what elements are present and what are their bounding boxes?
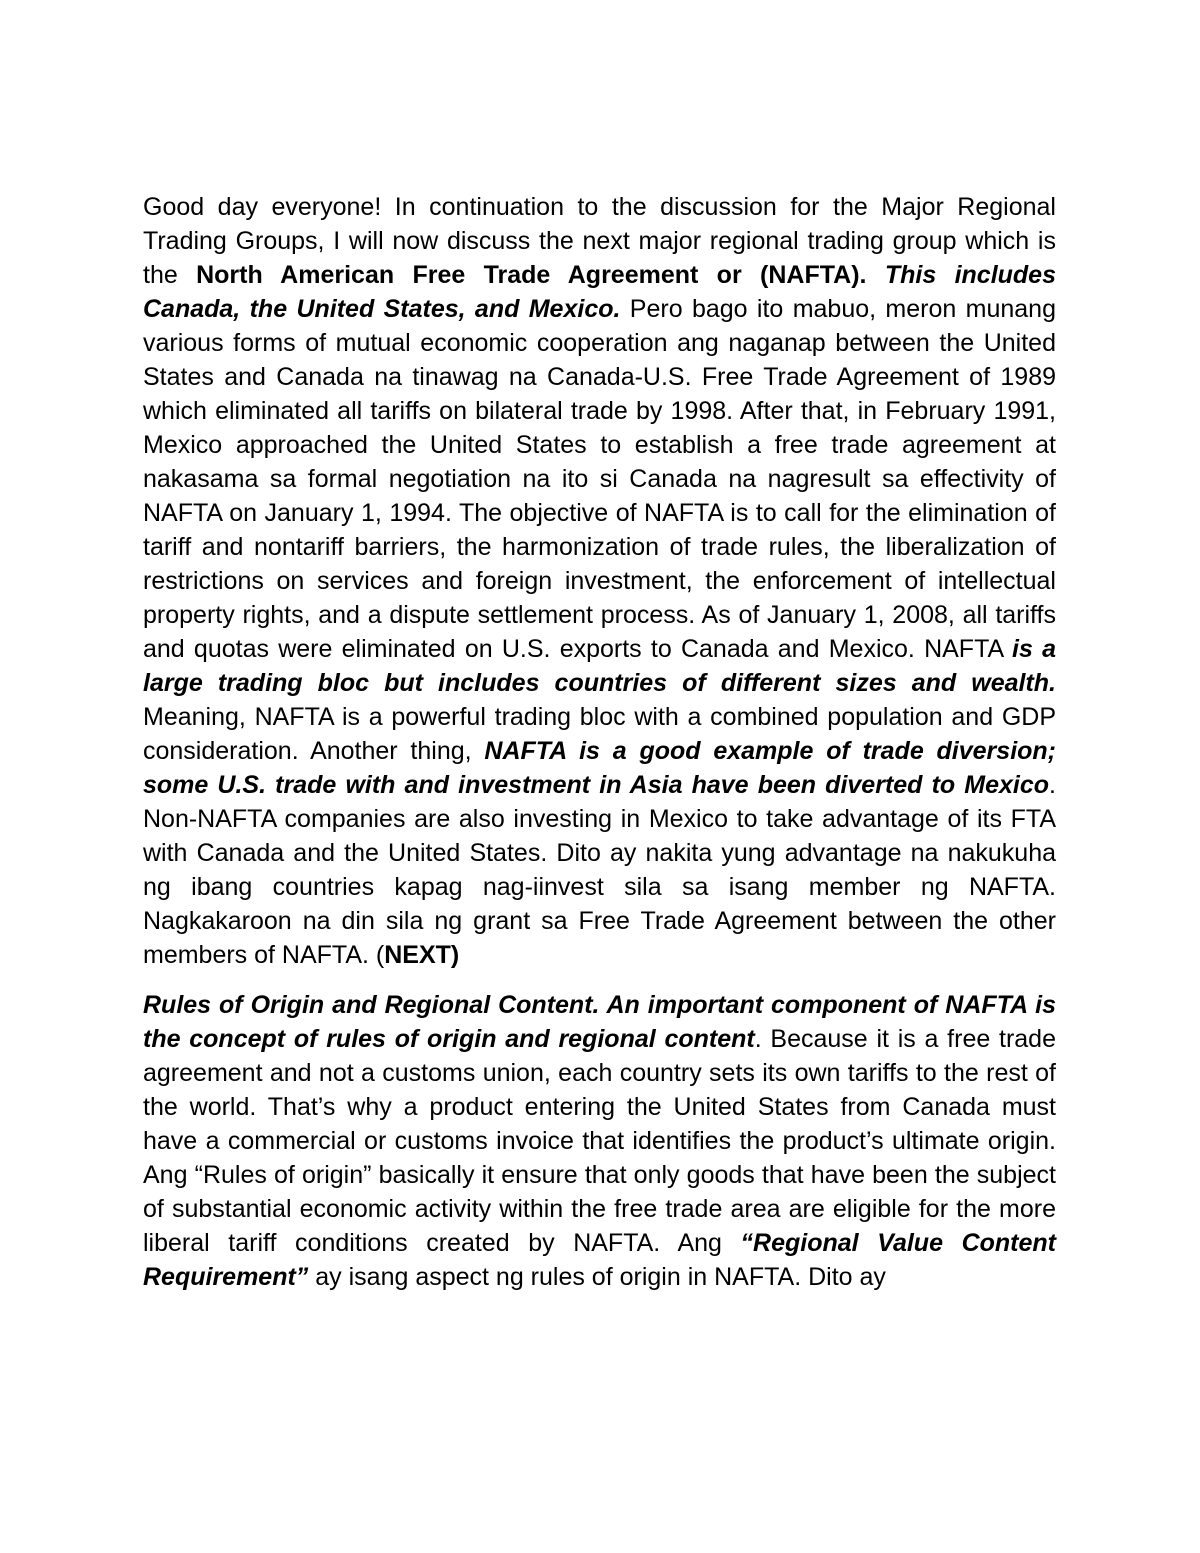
paragraph-rules-of-origin (143, 988, 1056, 1294)
paragraph-nafta-overview (143, 190, 1056, 972)
text-run-bold: NEXT) (384, 941, 460, 969)
text-run: ay isang aspect ng rules of origin in NAFTA. Dito ay (308, 1263, 886, 1291)
document-body (143, 190, 1056, 1294)
text-run: . Because it is a free trade agreement and not a customs union, each country sets its own tariffs to the rest of the world. That’s why a product entering the United States from Canada must have a commercial or customs invoice that identifies the product’s ultimate origin. Ang “Rules of origin” basically it ensure that only goods that have been the subject of substantial economic activity within the free trade area are eligible for the more liberal tariff conditions created by NAFTA. Ang (143, 1025, 1056, 1257)
text-run: Meaning, NAFTA is a powerful trading bloc with a combined population and GDP consideration. Another thing, (143, 703, 1056, 765)
text-run-bold-italic: Rules of Origin and Regional Content. An important component of NAFTA is the concept of rules of origin and regional content (143, 991, 1056, 1053)
text-run-bold-italic: NAFTA is a good example of trade diversion; some U.S. trade with and investment in Asia have been diverted to Mexico (143, 737, 1057, 799)
text-run: Good day everyone! In continuation to the discussion for the Major Regional Trading Groups, I will now discuss the next major regional trading group which is the (143, 193, 1056, 289)
text-run: . Non-NAFTA companies are also investing in Mexico to take advantage of its FTA with Canada and the United States. Dito ay nakita yung advantage na nakukuha ng ibang countries kapag nag-iinvest sila sa isang member ng NAFTA. Nagkakaroon na din sila ng grant sa Free Trade Agreement between the other members of NAFTA. ( (143, 771, 1056, 969)
text-run: Pero bago ito mabuo, meron munang various forms of mutual economic cooperation ang naganap between the United States and Canada na tinawag na Canada-U.S. Free Trade Agreement of 1989 which eliminated all tariffs on bilateral trade by 1998. After that, in February 1991, Mexico approached the United States to establish a free trade agreement at nakasama sa formal negotiation na ito si Canada na nagresult sa effectivity of NAFTA on January 1, 1994. The objective of NAFTA is to call for the elimination of tariff and nontariff barriers, the harmonization of trade rules, the liberalization of restrictions on services and foreign investment, the enforcement of intellectual property rights, and a dispute settlement process. As of January 1, 2008, all tariffs and quotas were eliminated on U.S. exports to Canada and Mexico. NAFTA (143, 295, 1056, 663)
text-run-bold-italic: is a large trading bloc but includes countries of different sizes and wealth. (143, 635, 1056, 697)
text-run-bold-italic: “Regional Value Content Requirement” (143, 1229, 1056, 1291)
text-run-bold: North American Free Trade Agreement or (NAFTA). (196, 261, 885, 289)
text-run-bold-italic: This includes Canada, the United States, and Mexico. (143, 261, 1056, 323)
